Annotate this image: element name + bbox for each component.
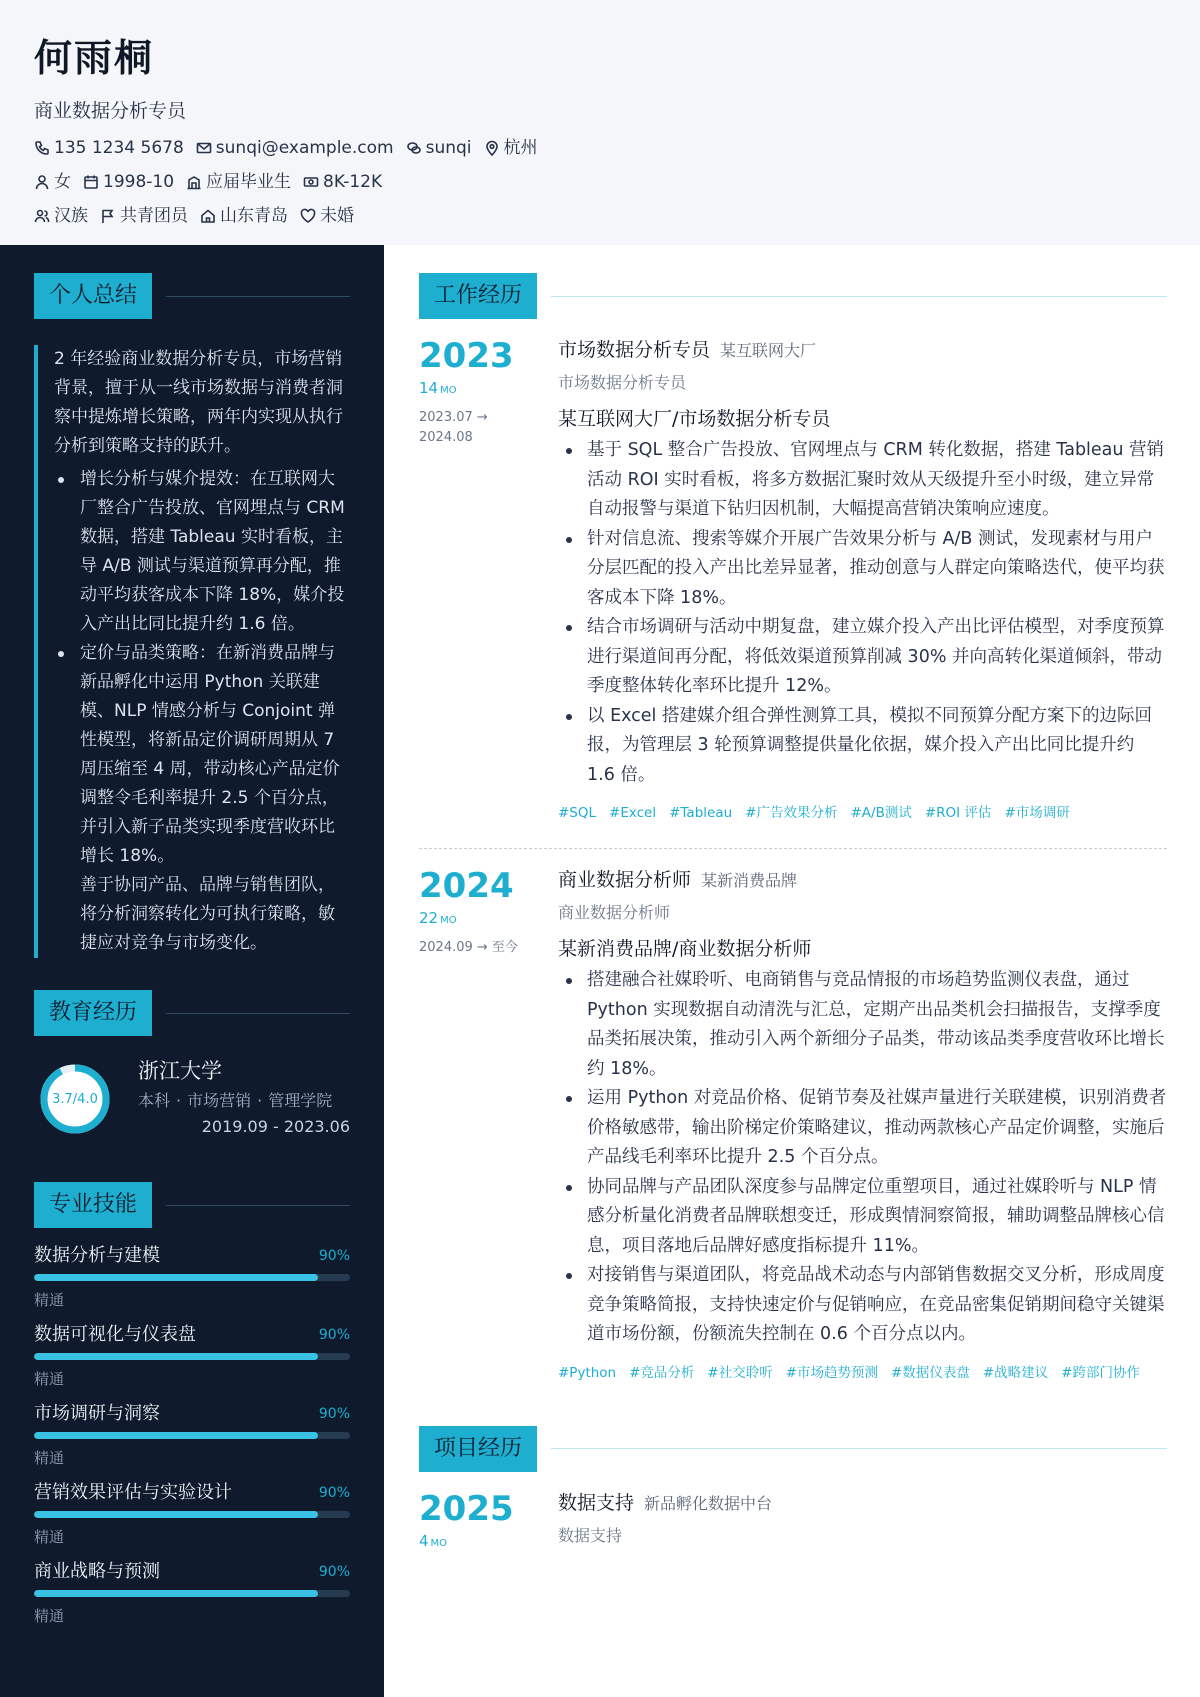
job-duration-unit: MO	[440, 385, 457, 396]
job-duration	[419, 907, 558, 932]
hometown-info	[200, 204, 288, 228]
education-section	[34, 990, 350, 1152]
person-icon	[34, 174, 50, 190]
job-role: 商业数据分析师	[558, 869, 692, 891]
skill-name: 数据分析与建模	[34, 1245, 160, 1266]
summary-intro: 2 年经验商业数据分析专员，市场营销背景，擅于从一线市场数据与消费者洞察中提炼增长策略，两年内实现从执行分析到策略支持的跃升。	[54, 349, 343, 456]
skill-percent: 90%	[318, 1564, 350, 1580]
skill-name: 市场调研与洞察	[34, 1403, 160, 1424]
summary-section-header	[34, 273, 350, 319]
skill-level: 精通	[34, 1370, 65, 1388]
summary-tail: 善于协同产品、品牌与销售团队，将分析洞察转化为可执行策略，敏捷应对竞争与市场变化。	[80, 875, 335, 953]
skill-tag: #A/B测试	[850, 805, 912, 821]
email-info	[196, 136, 394, 160]
sidebar	[0, 245, 384, 1697]
birth-text: 1998-10	[103, 172, 175, 192]
job-subtitle: 市场数据分析专员	[558, 373, 687, 392]
skill-level: 精通	[34, 1291, 65, 1309]
job-bullets	[558, 436, 1167, 790]
gender-text: 女	[54, 172, 71, 192]
job-subtitle: 商业数据分析师	[558, 903, 671, 922]
job-bullet: 基于 SQL 整合广告投放、官网埋点与 CRM 转化数据，搭建 Tableau 营销活动 ROI 实时看板，将多方数据汇聚时效从天级提升至小时级，建立异常自动报警与渠道下钻归因机制，大幅提高营销决策响应速度。	[558, 436, 1167, 525]
project-section-title: 项目经历	[419, 1426, 537, 1472]
skill-tag: #Excel	[609, 805, 657, 821]
job-entry	[419, 865, 1167, 1388]
skill-percent: 90%	[318, 1406, 350, 1422]
money-icon	[303, 174, 319, 190]
skill-bar-fill	[34, 1274, 318, 1281]
college: 管理学院	[268, 1091, 333, 1110]
skill-tag: #战略建议	[982, 1364, 1049, 1381]
job-dates: 2023.07 → 2024.08	[419, 410, 488, 445]
email-text: sunqi@example.com	[215, 138, 394, 158]
candidate-name: 何雨桐	[34, 36, 155, 80]
skill-item	[34, 1400, 350, 1479]
skill-bar-fill	[34, 1590, 318, 1597]
birth-info	[83, 170, 174, 194]
job-bullet: 协同品牌与产品团队深度参与品牌定位重塑项目，通过社媒聆听与 NLP 情感分析量化消费者品牌联想变迁，形成舆情洞察简报，辅助调整品牌核心信息，项目落地后品牌好感度指标提升 11%。	[558, 1173, 1167, 1262]
meta-separator: ·	[176, 1091, 182, 1110]
project-details	[558, 1488, 1167, 1555]
skill-bar	[34, 1511, 350, 1518]
job-year: 2024	[419, 866, 514, 906]
skill-bar	[34, 1274, 350, 1281]
job-details	[558, 335, 1167, 828]
education-section-title: 教育经历	[34, 990, 152, 1036]
job-company: 某互联网大厂	[720, 341, 817, 360]
job-bullet: 运用 Python 对竞品价格、促销节奏及社媒声量进行关联建模，识别消费者价格敏感带，输出阶梯定价策略建议，推动两款核心产品定价调整，实施后产品线毛利率环比提升 2.5 个百分点。	[558, 1084, 1167, 1173]
skill-level: 精通	[34, 1607, 65, 1625]
work-section-title: 工作经历	[419, 273, 537, 319]
hometown-text: 山东青岛	[220, 206, 288, 226]
background-line	[34, 204, 1200, 228]
wechat-text: sunqi	[425, 138, 472, 158]
job-duration-value: 22	[419, 909, 439, 927]
political-info	[100, 204, 188, 228]
project-title-line	[558, 1488, 1167, 1519]
summary-point: 定价与品类策略：在新消费品牌与新品孵化中运用 Python 关联建模、NLP 情感分析与 Conjoint 弹性模型，将新品定价调研周期从 7 周压缩至 4 周，带动核心产品定价调整令毛利率提升 2.5 个百分点，并引入新子品类实现季度营收环比增长 18%。	[54, 639, 350, 871]
skill-bar-fill	[34, 1353, 318, 1360]
ethnicity-info	[34, 204, 88, 228]
skill-tag: #SQL	[558, 805, 597, 821]
job-bullets	[558, 966, 1167, 1350]
salary-info	[303, 170, 382, 194]
skill-name: 商业战略与预测	[34, 1561, 160, 1582]
project-role: 数据支持	[558, 1491, 635, 1514]
summary-section-title: 个人总结	[34, 273, 152, 319]
degree: 本科	[138, 1091, 171, 1110]
skill-item	[34, 1558, 350, 1637]
skill-tag: #竞品分析	[629, 1364, 695, 1381]
flag-icon	[100, 208, 116, 224]
project-timeline	[419, 1488, 558, 1555]
skill-bar	[34, 1590, 350, 1597]
mail-icon	[196, 140, 212, 156]
job-company: 某新消费品牌	[701, 871, 798, 890]
project-subtitle: 数据支持	[558, 1525, 623, 1545]
skill-bar-fill	[34, 1511, 318, 1518]
city-info	[484, 136, 538, 160]
education-dates: 2019.09 - 2023.06	[201, 1117, 350, 1136]
education-entry	[34, 1056, 350, 1152]
job-title-line	[558, 335, 1167, 366]
wechat-info	[406, 136, 472, 160]
skill-tag: #数据仪表盘	[891, 1364, 970, 1381]
status-text: 应届毕业生	[206, 172, 292, 192]
job-entry	[419, 335, 1167, 828]
calendar-icon	[83, 174, 99, 190]
skill-item	[34, 1479, 350, 1558]
summary-block	[34, 345, 350, 958]
job-duration-unit: MO	[440, 915, 457, 926]
job-details	[558, 865, 1167, 1388]
skill-level: 精通	[34, 1528, 65, 1546]
project-section	[419, 1426, 1167, 1555]
job-timeline	[419, 335, 558, 828]
job-role: 市场数据分析专员	[558, 339, 711, 361]
project-duration-unit: MO	[430, 1537, 448, 1549]
school-name: 浙江大学	[138, 1059, 222, 1083]
job-bullet: 结合市场调研与活动中期复盘，建立媒介投入产出比评估模型，对季度预算进行渠道间再分配，将低效渠道预算削减 30% 并向高转化渠道倾斜，带动季度整体转化率环比提升 12%。	[558, 613, 1167, 702]
home-icon	[200, 208, 216, 224]
skill-level: 精通	[34, 1449, 65, 1467]
job-bullet: 针对信息流、搜索等媒介开展广告效果分析与 A/B 测试，发现素材与用户分层匹配的投入产出比差异显著，推动创意与人群定向策略迭代，使平均获客成本下降 18%。	[558, 525, 1167, 614]
education-meta	[138, 1088, 350, 1114]
skill-tag: #市场调研	[1004, 805, 1070, 821]
gender-info	[34, 170, 71, 194]
skill-percent: 90%	[318, 1327, 350, 1343]
phone-icon	[34, 140, 50, 156]
skill-name: 营销效果评估与实验设计	[34, 1482, 232, 1503]
skill-bar	[34, 1353, 350, 1360]
project-entry	[419, 1488, 1167, 1555]
work-section-header	[419, 273, 1167, 319]
meta-separator: ·	[257, 1091, 263, 1110]
skill-item	[34, 1242, 350, 1321]
skill-tag: #社交聆听	[707, 1364, 773, 1381]
section-divider	[166, 296, 350, 297]
building-icon	[186, 174, 202, 190]
people-icon	[34, 208, 50, 224]
political-text: 共青团员	[120, 206, 188, 226]
wechat-icon	[406, 140, 422, 156]
gpa-ring	[38, 1062, 112, 1136]
contact-line	[34, 136, 1200, 160]
marital-text: 未婚	[320, 206, 354, 226]
skill-bar-fill	[34, 1432, 318, 1439]
candidate-title: 商业数据分析专员	[34, 100, 187, 122]
project-duration-value: 4	[419, 1531, 429, 1550]
gpa-value: 3.7/4.0	[52, 1091, 98, 1107]
personal-line	[34, 170, 1200, 194]
skill-tag: #广告效果分析	[745, 805, 838, 821]
job-bullet: 以 Excel 搭建媒介组合弹性测算工具，模拟不同预算分配方案下的边际回报，为管理层 3 轮预算调整提供量化依据，媒介投入产出比同比提升约 1.6 倍。	[558, 702, 1167, 791]
main-content	[419, 245, 1167, 1697]
skill-percent: 90%	[318, 1485, 350, 1501]
skill-tag: #Tableau	[669, 805, 733, 821]
phone-text: 135 1234 5678	[54, 138, 184, 158]
skill-tag: #跨部门协作	[1061, 1364, 1140, 1381]
marital-info	[300, 204, 354, 228]
salary-text: 8K-12K	[323, 172, 383, 192]
job-divider	[419, 848, 1167, 849]
job-duration	[419, 377, 558, 402]
skill-tag: #Python	[558, 1364, 617, 1381]
education-details	[138, 1056, 350, 1152]
section-divider	[551, 1448, 1167, 1449]
skills-section-header	[34, 1182, 350, 1228]
job-bullet: 对接销售与渠道团队，将竞品战术动态与内部销售数据交叉分析，形成周度竞争策略简报，支持快速定价与促销响应，在竞品密集促销期间稳守关键渠道市场份额，份额流失控制在 0.6 个百分点以内。	[558, 1261, 1167, 1350]
project-section-header	[419, 1426, 1167, 1472]
project-duration	[419, 1530, 558, 1555]
job-title-line	[558, 865, 1167, 896]
skill-percent: 90%	[318, 1248, 350, 1264]
job-timeline	[419, 865, 558, 1388]
skill-tag: #ROI 评估	[924, 805, 992, 821]
resume-header	[0, 0, 1200, 245]
education-section-header	[34, 990, 350, 1036]
project-name: 新品孵化数据中台	[644, 1493, 773, 1513]
job-duration-value: 14	[419, 379, 439, 397]
skill-tag: #市场趋势预测	[785, 1364, 879, 1381]
job-tags	[558, 798, 1167, 828]
city-text: 杭州	[503, 138, 538, 158]
section-divider	[166, 1013, 350, 1014]
location-pin-icon	[484, 140, 500, 156]
job-dates: 2024.09 → 至今	[419, 940, 518, 955]
job-year: 2023	[419, 336, 514, 376]
job-bullet: 搭建融合社媒聆听、电商销售与竞品情报的市场趋势监测仪表盘，通过 Python 实现数据自动清洗与汇总，定期产出品类机会扫描报告，支撑季度品类拓展决策，推动引入两个新细分子品类，带动该品类季度营收环比增长约 18%。	[558, 966, 1167, 1084]
heart-icon	[300, 208, 316, 224]
project-year: 2025	[419, 1488, 514, 1529]
skill-name: 数据可视化与仪表盘	[34, 1324, 196, 1345]
job-heading: 某新消费品牌/商业数据分析师	[558, 938, 812, 960]
status-info	[186, 170, 291, 194]
skills-list	[34, 1242, 350, 1637]
section-divider	[166, 1205, 350, 1206]
summary-list	[54, 465, 350, 871]
summary-point: 增长分析与媒介提效：在互联网大厂整合广告投放、官网埋点与 CRM 数据，搭建 Tableau 实时看板，主导 A/B 测试与渠道预算再分配，推动平均获客成本下降 18%，媒介投入产出比同比提升约 1.6 倍。	[54, 465, 350, 639]
skills-section	[34, 1182, 350, 1637]
skills-section-title: 专业技能	[34, 1182, 152, 1228]
skill-bar	[34, 1432, 350, 1439]
phone-info	[34, 136, 184, 160]
ethnicity-text: 汉族	[54, 206, 88, 226]
skill-item	[34, 1321, 350, 1400]
job-tags	[558, 1358, 1167, 1388]
job-heading: 某互联网大厂/市场数据分析专员	[558, 408, 831, 430]
major: 市场营销	[187, 1091, 252, 1110]
section-divider	[551, 296, 1167, 297]
